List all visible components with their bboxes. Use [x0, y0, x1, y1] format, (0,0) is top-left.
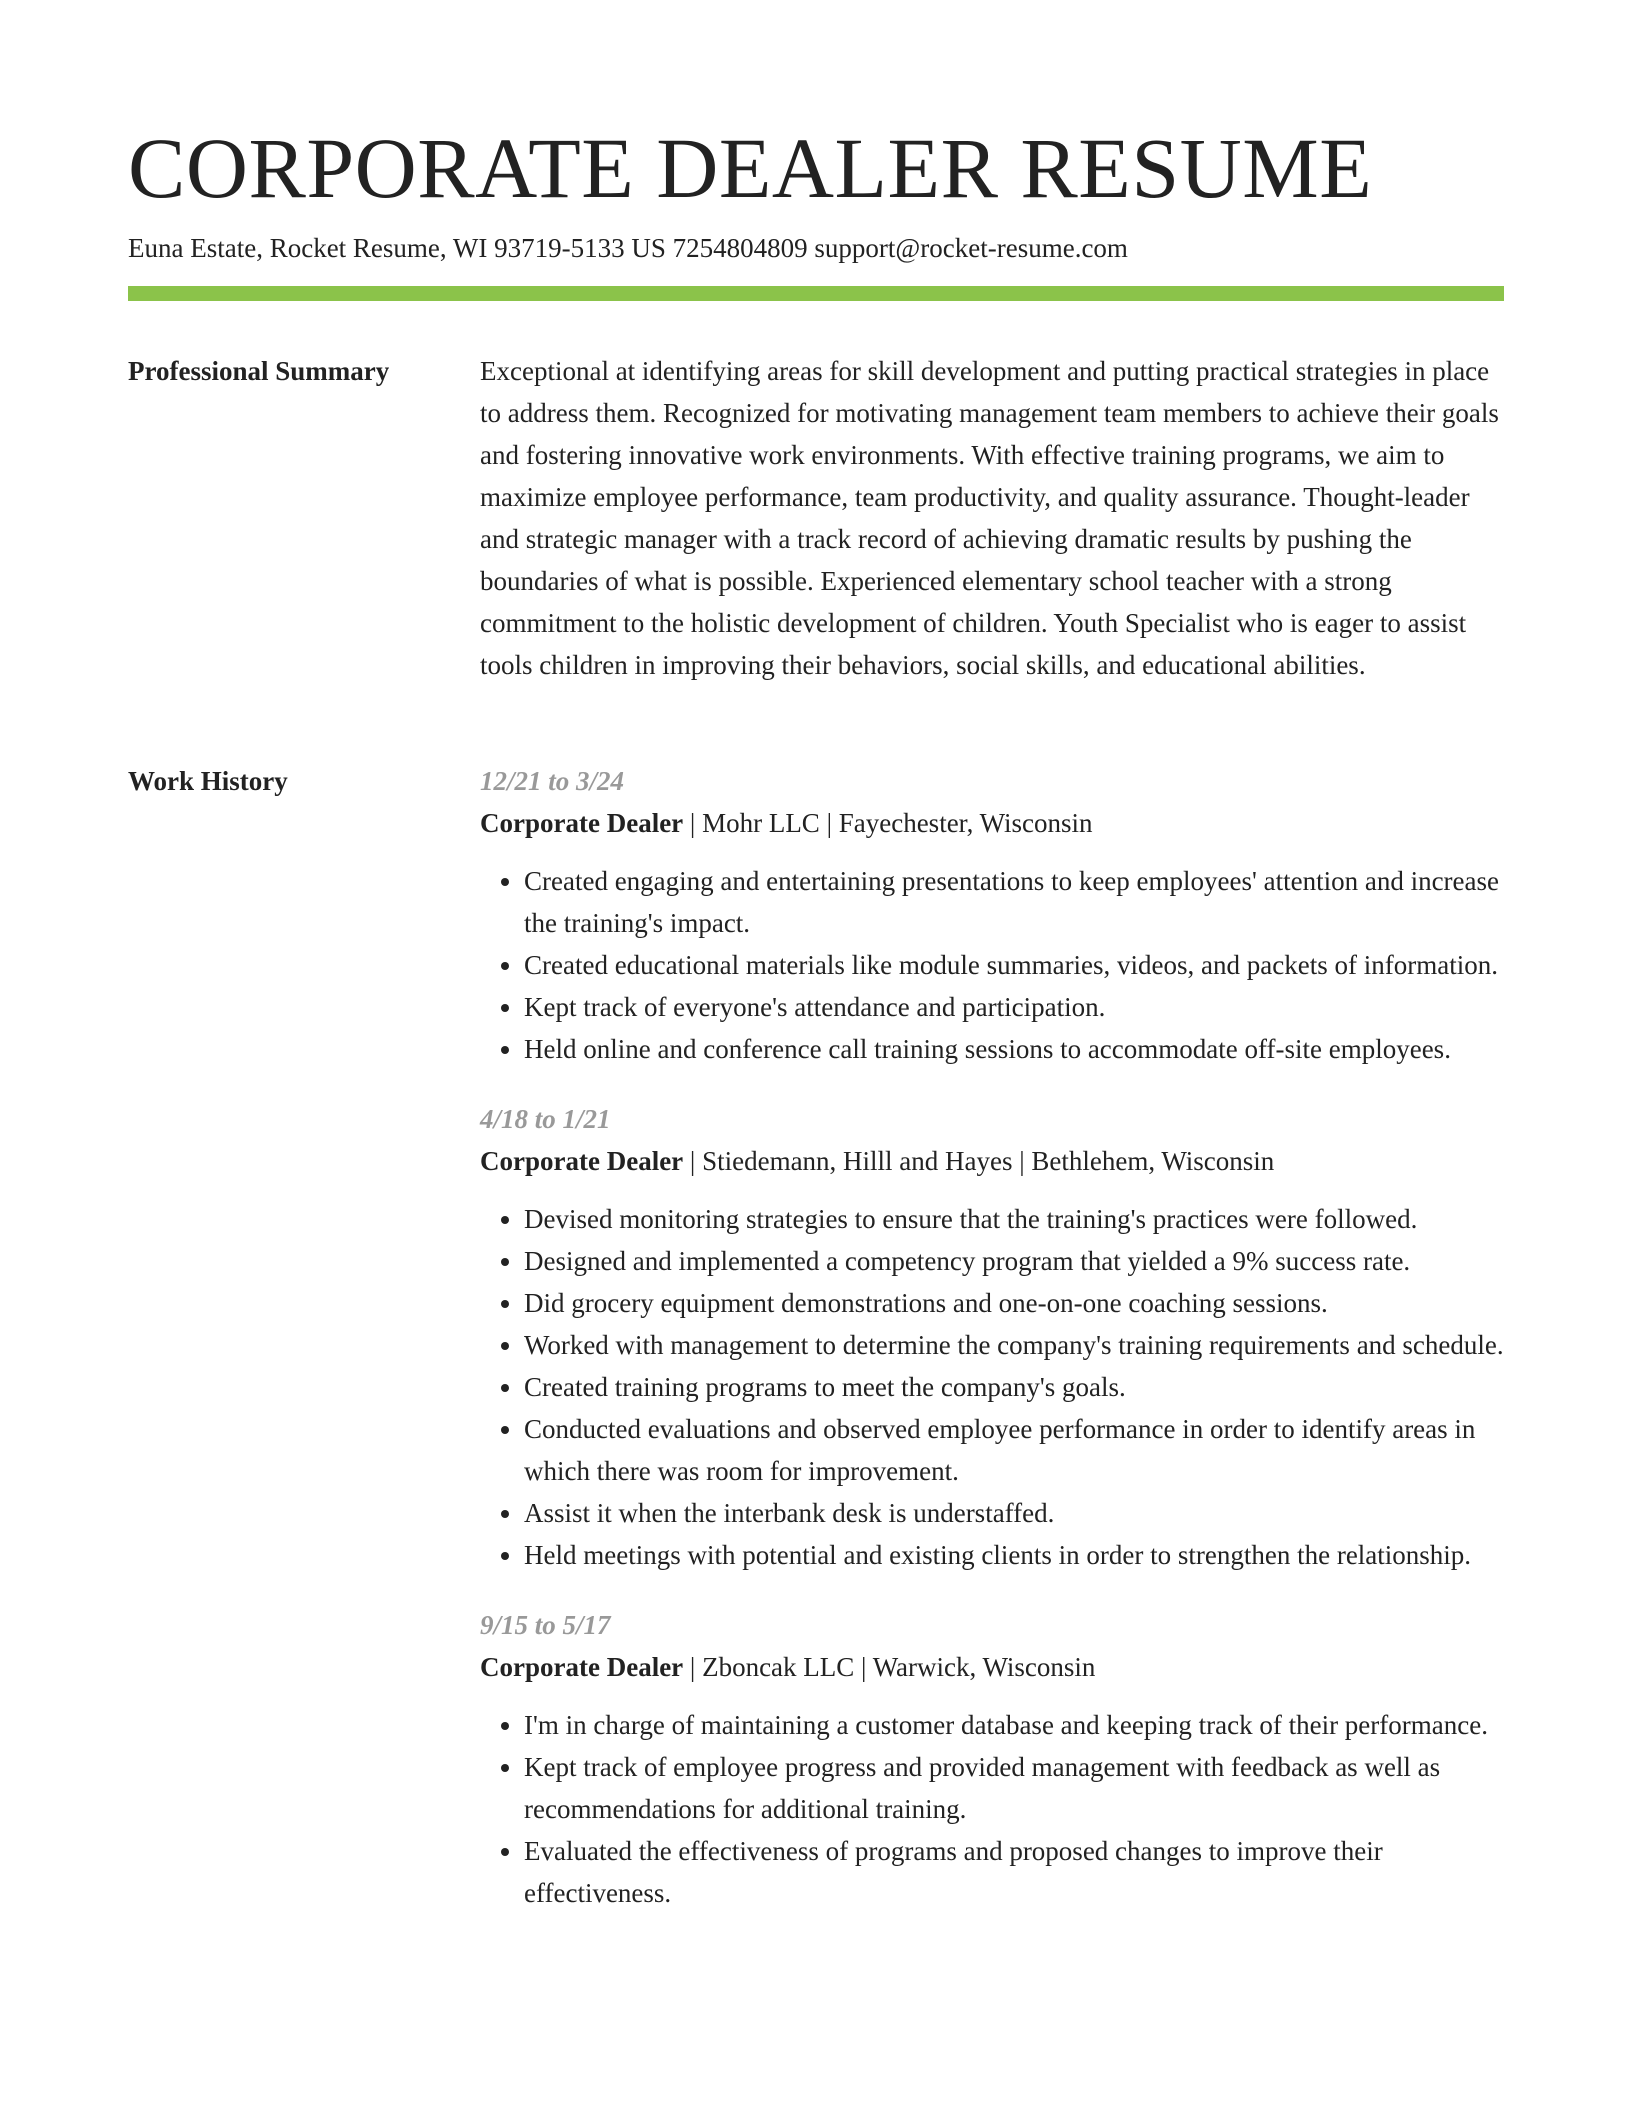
separator: |: [683, 1146, 703, 1176]
page-title: CORPORATE DEALER RESUME: [128, 120, 1373, 216]
job-entry: [480, 1604, 1504, 1914]
job-dates: 9/15 to 5/17: [480, 1610, 611, 1640]
job-bullet: • I'm in charge of maintaining a customer database and keeping track of their performance.: [524, 1704, 1504, 1746]
job-company: Zboncak LLC: [702, 1652, 855, 1682]
job-bullet: • Did grocery equipment demonstrations and one-on-one coaching sessions.: [524, 1282, 1504, 1324]
job-title: Corporate Dealer: [480, 1652, 684, 1682]
job-title-line: [480, 1646, 1504, 1688]
separator: |: [854, 1652, 873, 1682]
job-entry: [480, 1098, 1504, 1576]
work-history-body: [480, 760, 1504, 1942]
job-bullet: • Created engaging and entertaining presentations to keep employees' attention and increase the training's impact.: [524, 860, 1504, 944]
summary-body: [480, 350, 1504, 686]
separator: |: [683, 808, 703, 838]
job-title: Corporate Dealer: [480, 808, 684, 838]
job-dates: 12/21 to 3/24: [480, 766, 625, 796]
job-bullet: • Worked with management to determine the company's training requirements and schedule.: [524, 1324, 1504, 1366]
separator: |: [683, 1652, 703, 1682]
job-bullet: • Kept track of employee progress and provided management with feedback as well as recommendations for additional training.: [524, 1746, 1504, 1830]
job-company: Stiedemann, Hilll and Hayes: [702, 1146, 1013, 1176]
job-company: Mohr LLC: [702, 808, 820, 838]
work-history-label: Work History: [128, 766, 288, 796]
job-entry: [480, 760, 1504, 1070]
job-bullet: • Designed and implemented a competency program that yielded a 9% success rate.: [524, 1240, 1504, 1282]
job-bullet-list: [480, 860, 1504, 1070]
job-bullet-list: [480, 1198, 1504, 1576]
separator: |: [1012, 1146, 1032, 1176]
summary-label: Professional Summary: [128, 356, 390, 386]
separator: |: [819, 808, 839, 838]
job-bullet-list: [480, 1704, 1504, 1914]
job-dates: 4/18 to 1/21: [480, 1104, 611, 1134]
job-bullet: • Kept track of everyone's attendance and participation.: [524, 986, 1504, 1028]
header-divider: [128, 286, 1504, 301]
job-bullet: • Created training programs to meet the company's goals.: [524, 1366, 1504, 1408]
job-location: Warwick, Wisconsin: [872, 1652, 1096, 1682]
contact-line: Euna Estate, Rocket Resume, WI 93719-5133 US 7254804809 support@rocket-resume.com: [128, 233, 1128, 263]
job-bullet: • Conducted evaluations and observed employee performance in order to identify areas in which there was room for improvement.: [524, 1408, 1504, 1492]
job-bullet: • Created educational materials like module summaries, videos, and packets of information.: [524, 944, 1504, 986]
job-title: Corporate Dealer: [480, 1146, 684, 1176]
job-bullet: • Held online and conference call training sessions to accommodate off-site employees.: [524, 1028, 1504, 1070]
job-title-line: [480, 1140, 1504, 1182]
job-location: Fayechester, Wisconsin: [838, 808, 1093, 838]
job-bullet: • Evaluated the effectiveness of programs and proposed changes to improve their effectiveness.: [524, 1830, 1504, 1914]
job-bullet: • Devised monitoring strategies to ensure that the training's practices were followed.: [524, 1198, 1504, 1240]
job-title-line: [480, 802, 1504, 844]
job-location: Bethlehem, Wisconsin: [1031, 1146, 1275, 1176]
job-bullet: • Assist it when the interbank desk is understaffed.: [524, 1492, 1504, 1534]
summary-text: Exceptional at identifying areas for skill development and putting practical strategies in place to address them. Recognized for motivating management team members to achieve their goals and fostering innovative work environments. With effective training programs, we aim to maximize employee performance, team productivity, and quality assurance. Thought-leader and strategic manager with a track record of achieving dramatic results by pushing the boundaries of what is possible. Experienced elementary school teacher with a strong commitment to the holistic development of children. Youth Specialist who is eager to assist tools children in improving their behaviors, social skills, and educational abilities.: [480, 356, 1499, 680]
job-bullet: • Held meetings with potential and existing clients in order to strengthen the relationship.: [524, 1534, 1504, 1576]
